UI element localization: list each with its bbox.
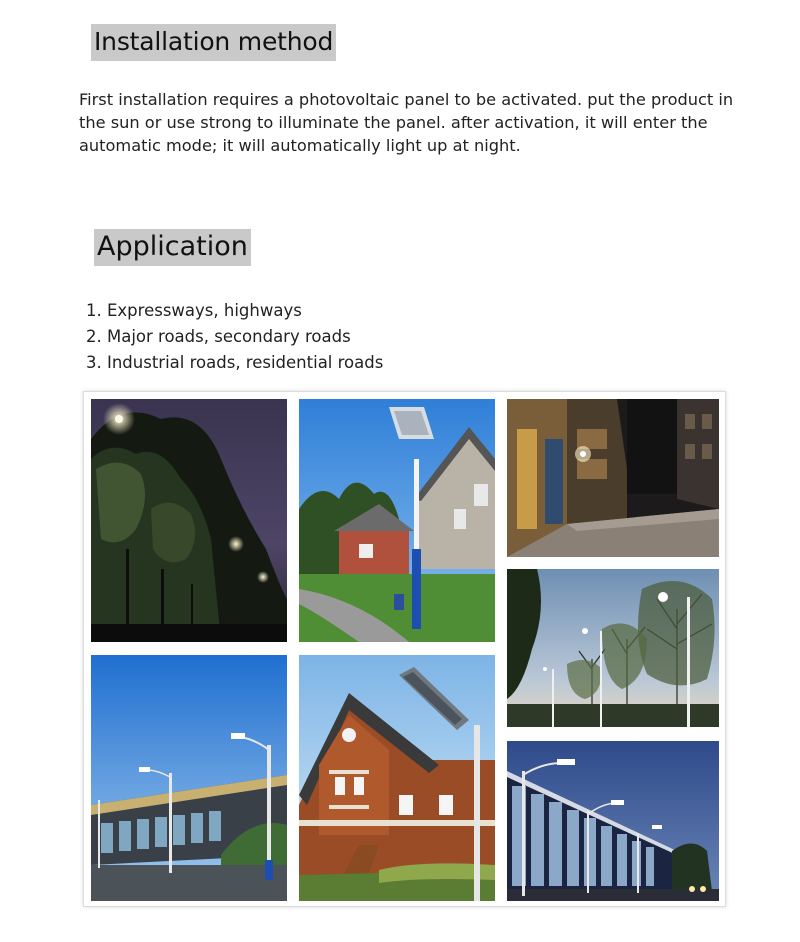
list-item: 3. Industrial roads, residential roads <box>86 353 384 372</box>
application-list <box>86 298 383 376</box>
installation-line: automatic mode; it will automatically light up at night. <box>79 136 521 155</box>
installation-description <box>79 88 759 157</box>
installation-line: First installation requires a photovoltaic panel to be activated. put the product in <box>79 90 734 109</box>
wooden-house-solar-light-photo <box>299 655 495 901</box>
list-item: 1. Expressways, highways <box>86 301 302 320</box>
list-item: 2. Major roads, secondary roads <box>86 327 351 346</box>
tree-lined-road-dusk-photo <box>507 569 719 727</box>
installation-line: the sun or use strong to illuminate the panel. after activation, it will enter the <box>79 113 708 132</box>
residential-solar-street-light-photo <box>299 399 495 642</box>
building-alley-night-photo <box>507 399 719 557</box>
installation-method-heading: Installation method <box>91 24 336 61</box>
night-park-street-light-photo <box>91 399 287 642</box>
application-heading: Application <box>94 229 251 266</box>
application-photo-collage <box>83 391 726 907</box>
commercial-building-street-lights-photo <box>507 741 719 901</box>
factory-street-light-photo <box>91 655 287 901</box>
